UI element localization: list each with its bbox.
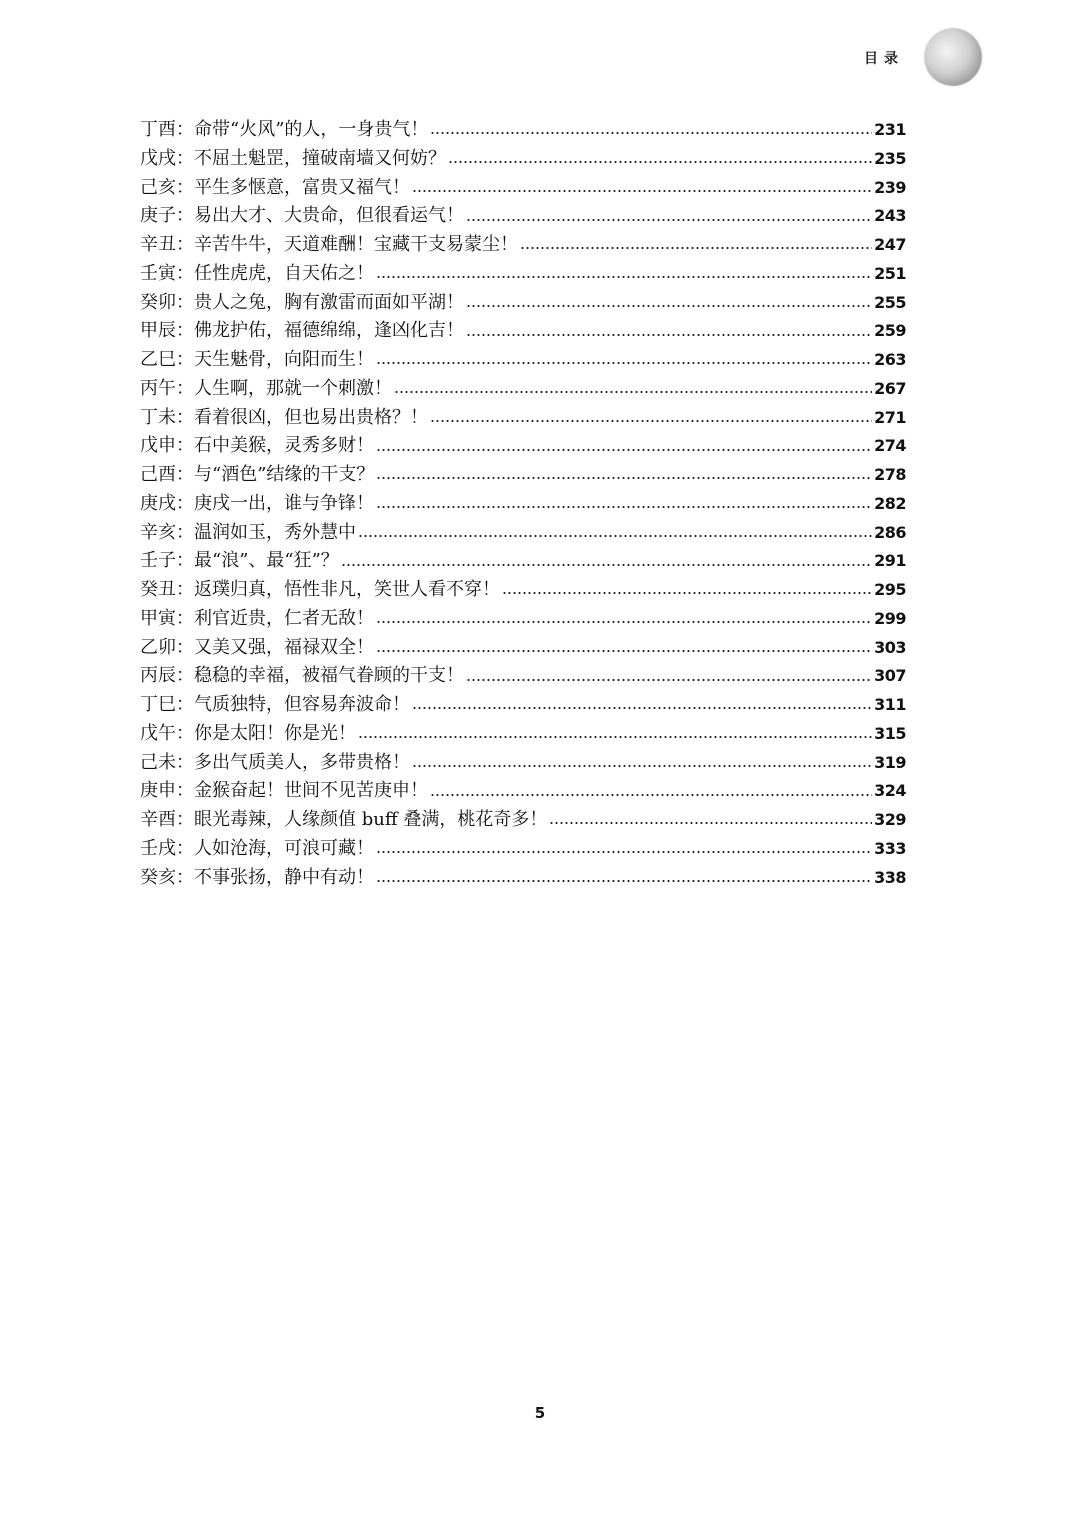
toc-entry: [140, 461, 906, 490]
toc-entry-page: 278: [874, 465, 906, 484]
dot-leader: [466, 678, 872, 682]
dot-leader: [412, 189, 872, 193]
toc-entry: [140, 404, 906, 433]
toc-entry-title: 戊午：你是太阳！你是光！: [140, 722, 356, 744]
toc-entry-title: 庚申：金猴奋起！世间不见苦庚申！: [140, 780, 428, 802]
toc-entry: [140, 749, 906, 778]
toc-entry: [140, 231, 906, 260]
toc-entry: [140, 691, 906, 720]
toc-entry-page: 319: [874, 752, 906, 772]
toc-entry-page: 251: [874, 263, 906, 283]
toc-entry-page: 303: [874, 637, 906, 657]
toc-entry-title: 己未：多出气质美人，多带贵格！: [140, 751, 410, 773]
dot-leader: [376, 505, 872, 509]
dot-leader: [520, 246, 872, 250]
toc-entry-page: 271: [874, 407, 906, 427]
toc-entry-page: 338: [874, 867, 906, 887]
toc-entry-page: 333: [874, 838, 906, 858]
toc-entry-title: 辛酉：眼光毒辣，人缘颜值 buff 叠满，桃花奇多！: [140, 809, 548, 830]
toc-entry-title: 壬寅：任性虎虎，自天佑之！: [140, 262, 374, 284]
dot-leader: [466, 304, 872, 308]
toc-entry-page: 239: [874, 177, 906, 197]
dot-leader: [430, 131, 872, 135]
toc-entry: [140, 490, 906, 519]
toc-entry-title: 甲寅：利官近贵，仁者无敌！: [140, 607, 374, 629]
toc-entry: [140, 662, 906, 691]
toc-entry: [140, 720, 906, 749]
toc-entry-title: 壬子：最“浪”、最“狂”？: [140, 550, 339, 572]
toc-entry-title: 丁巳：气质独特，但容易奔波命！: [140, 694, 410, 715]
toc-entry-title: 壬戌：人如沧海，可浪可藏！: [140, 837, 374, 859]
toc-entry-title: 庚戌：庚戌一出，谁与争锋！: [140, 492, 374, 514]
toc-entry-page: 243: [874, 206, 906, 226]
dot-leader: [358, 735, 872, 739]
medallion-icon: [924, 28, 982, 86]
toc-entry: [140, 174, 906, 203]
toc-entry-title: 丙午：人生啊，那就一个刺激！: [140, 377, 392, 399]
toc-entry: [140, 289, 906, 318]
toc-entry: [140, 547, 906, 576]
dot-leader: [430, 419, 872, 423]
toc-entry-title: 辛丑：辛苦牛牛，天道难酬！宝藏干支易蒙尘！: [140, 234, 518, 255]
toc-entry-page: 315: [874, 723, 906, 743]
toc-entry-title: 丁酉：命带“火风”的人，一身贵气！: [140, 119, 429, 140]
toc-entry-title: 庚子：易出大才、大贵命，但很看运气！: [140, 205, 464, 227]
toc-entry-page: 286: [874, 522, 906, 542]
toc-entry-title: 丙辰：稳稳的幸福，被福气眷顾的干支！: [140, 665, 464, 687]
dot-leader: [412, 706, 872, 710]
toc-entry-page: 259: [874, 321, 906, 341]
toc-entry-page: 274: [874, 436, 906, 456]
dot-leader: [430, 793, 872, 797]
dot-leader: [466, 218, 872, 222]
toc-entry-title: 癸亥：不事张扬，静中有动！: [140, 866, 374, 888]
toc-entry-title: 癸丑：返璞归真，悟性非凡，笑世人看不穿！: [140, 579, 500, 600]
toc-entry-page: 324: [874, 781, 906, 801]
toc-entry-page: 307: [874, 666, 906, 686]
dot-leader: [448, 160, 872, 164]
toc-entry: [140, 576, 906, 605]
toc-entry: [140, 605, 906, 634]
toc-entry: [140, 202, 906, 231]
toc-entry: [140, 317, 906, 346]
dot-leader: [376, 649, 872, 653]
dot-leader: [376, 448, 872, 452]
dot-leader: [376, 850, 872, 854]
dot-leader: [502, 591, 872, 595]
dot-leader: [376, 275, 872, 279]
toc-entry-title: 己酉：与“酒色”结缘的干支？: [140, 464, 375, 485]
dot-leader: [376, 476, 872, 480]
toc-entry-page: 295: [874, 580, 906, 599]
dot-leader: [341, 563, 872, 567]
toc-entry: [140, 777, 906, 806]
toc-entry-title: 乙卯：又美又强，福禄双全！: [140, 636, 374, 658]
toc-entry-page: 329: [874, 810, 906, 829]
toc-entry: [140, 806, 906, 835]
toc-entry-page: 291: [874, 551, 906, 571]
toc-entry-page: 231: [874, 120, 906, 139]
toc-entry: [140, 116, 906, 145]
toc-entry-page: 311: [874, 695, 906, 714]
toc-entry-page: 247: [874, 235, 906, 254]
toc-entry: [140, 145, 906, 174]
toc-entry: [140, 375, 906, 404]
page-number: 5: [534, 1404, 546, 1422]
toc-entry-title: 辛亥：温润如玉，秀外慧中: [140, 521, 356, 543]
toc-entry-page: 263: [874, 350, 906, 369]
toc-entry-title: 乙巳：天生魅骨，向阳而生！: [140, 349, 374, 370]
toc-entry: [140, 835, 906, 864]
toc-entry-title: 戊戌：不屈土魁罡，撞破南墙又何妨？: [140, 147, 446, 169]
dot-leader: [394, 390, 872, 394]
dot-leader: [358, 534, 872, 538]
toc-entry-title: 戊申：石中美猴，灵秀多财！: [140, 435, 374, 457]
dot-leader: [376, 620, 872, 624]
toc-entry: [140, 260, 906, 289]
table-of-contents: [140, 116, 906, 892]
toc-entry-page: 282: [874, 493, 906, 513]
toc-entry-title: 丁未：看着很凶，但也易出贵格？！: [140, 406, 428, 428]
toc-entry: [140, 519, 906, 548]
running-head: 目录: [864, 51, 904, 67]
dot-leader: [376, 879, 872, 883]
toc-entry: [140, 432, 906, 461]
toc-entry-title: 己亥：平生多惬意，富贵又福气！: [140, 176, 410, 198]
toc-entry-title: 癸卯：贵人之兔，胸有激雷而面如平湖！: [140, 291, 464, 313]
toc-entry-page: 235: [874, 148, 906, 168]
dot-leader: [549, 821, 872, 825]
toc-entry: [140, 634, 906, 663]
dot-leader: [412, 764, 872, 768]
toc-entry: [140, 864, 906, 893]
toc-entry-page: 299: [874, 608, 906, 628]
toc-entry-page: 267: [874, 378, 906, 398]
toc-entry: [140, 346, 906, 375]
dot-leader: [466, 333, 872, 337]
toc-entry-title: 甲辰：佛龙护佑，福德绵绵，逢凶化吉！: [140, 320, 464, 342]
dot-leader: [376, 361, 872, 365]
toc-entry-page: 255: [874, 292, 906, 312]
